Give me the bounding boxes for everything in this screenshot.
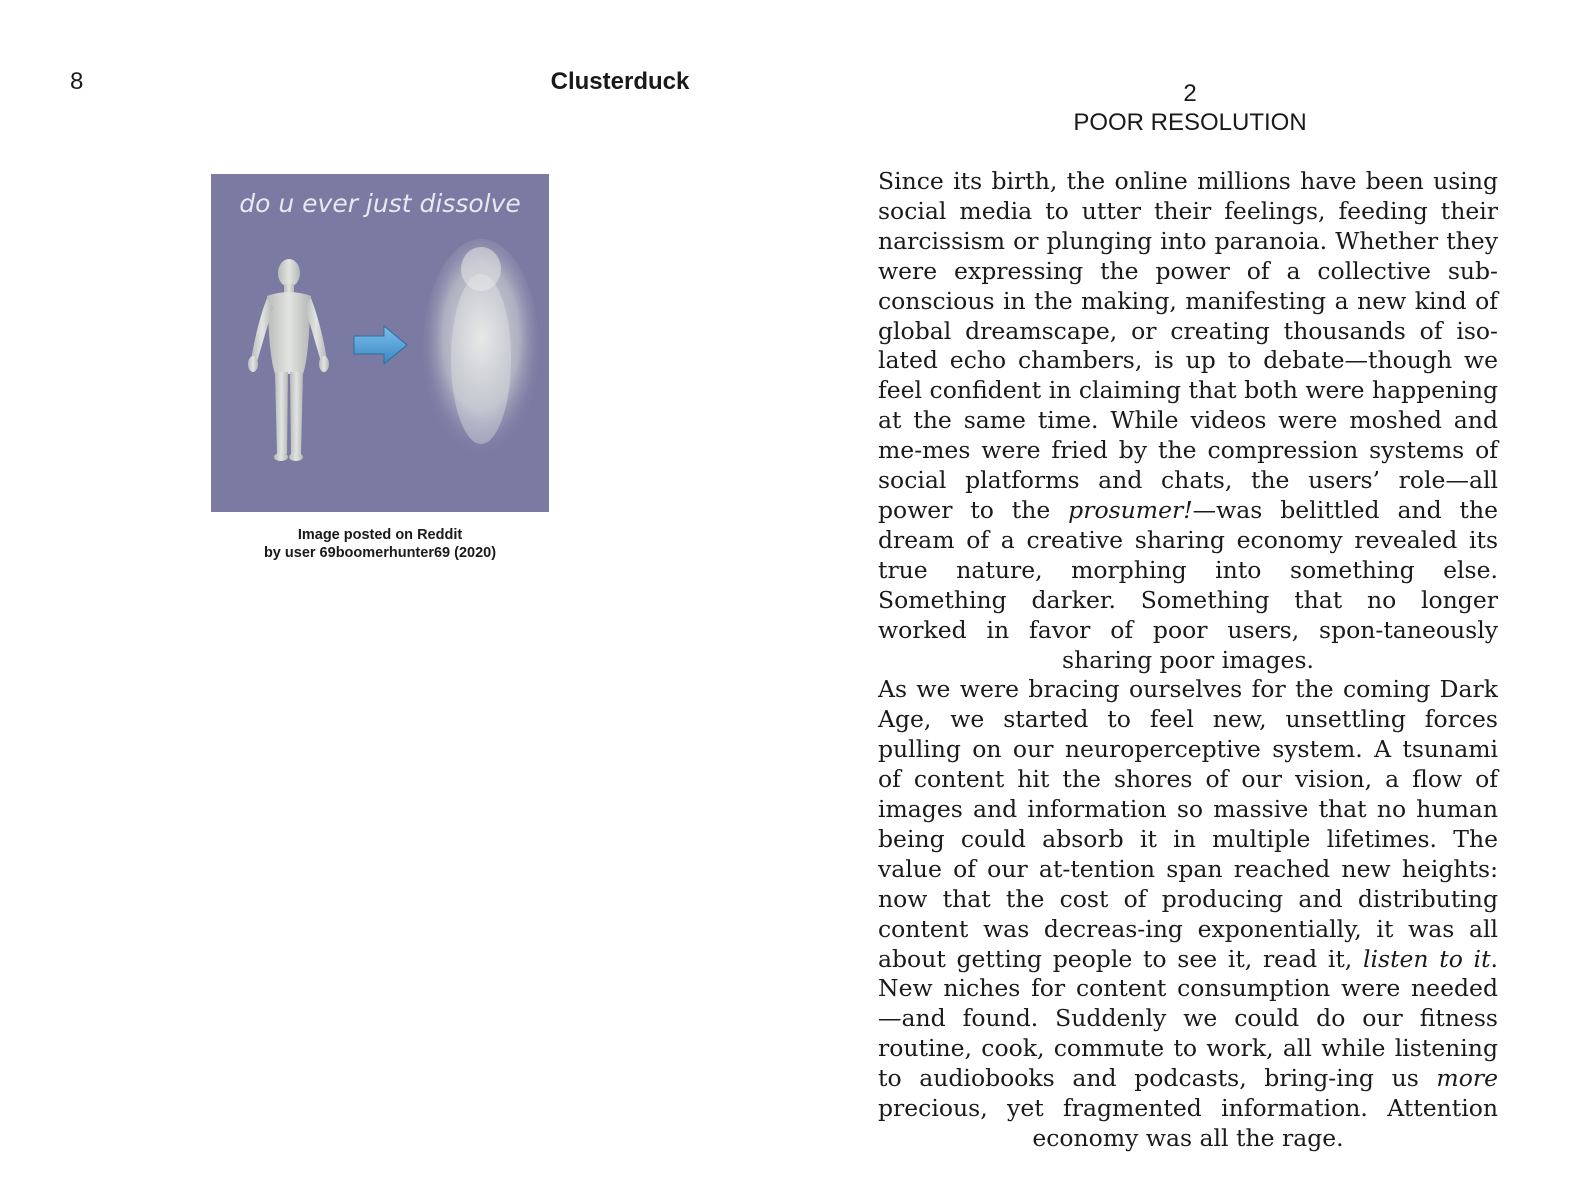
paragraph-2-italic-2: more [1436, 1064, 1498, 1093]
meme-image [211, 174, 549, 512]
page-number: 8 [70, 68, 84, 95]
meme-illustration [211, 174, 549, 512]
chapter-body [878, 167, 1498, 1154]
paragraph-2-text-c: precious, yet fragmented information. Attention economy was all the rage. [878, 1094, 1498, 1152]
paragraph-2 [878, 675, 1498, 1154]
paragraph-1-italic: prosumer! [1068, 495, 1193, 524]
paragraph-2-italic-1: listen to it [1362, 944, 1491, 973]
human-figure [248, 259, 329, 461]
chapter-title: POOR RESOLUTION [1073, 109, 1307, 136]
paragraph-1 [878, 167, 1498, 675]
caption-line-1: Image posted on Reddit [297, 527, 463, 543]
dissolving-figure [423, 239, 539, 459]
paragraph-1-text-a: Since its birth, the online millions have been using social media to utter their feelings, feeding their narcissism or plunging into paranoia. Whether they were expressing the power of a collective sub-conscious in the making, manifesting a new kind of global dreamscape, or creating thousands of iso-lated echo chambers, is up to debate—though we feel confident in claiming that both were happening at the same time. While videos were moshed and me-mes were fried by the compression systems of social platforms and chats, the users’ role—all power to the [878, 167, 1498, 524]
running-title: Clusterduck [550, 68, 690, 95]
paragraph-2-text-a: As we were bracing ourselves for the coming Dark Age, we started to feel new, unsettling forces pulling on our neuroperceptive system. A tsunami of content hit the shores of our vision, a flow of images and information so massive that no human being could absorb it in multiple lifetimes. The value of our at-tention span reached new heights: now that the cost of producing and distributing content was decreas-ing exponentially, it was all about getting people to see it, read it, [878, 675, 1498, 973]
arrow-icon [354, 326, 407, 364]
paragraph-2-text-b: . New niches for content consumption were needed—and found. Suddenly we could do our fitness routine, cook, commute to work, all while listening to audiobooks and podcasts, bring-ing us [878, 944, 1498, 1093]
figure-caption [180, 526, 580, 562]
meme-caption-text: do u ever just dissolve [239, 189, 521, 218]
caption-line-2: by user 69boomerhunter69 (2020) [263, 545, 497, 561]
paragraph-1-text-b: —was belittled and the dream of a creative sharing economy revealed its true nature, morphing into something else. Something darker. Something that no longer worked in favor of poor users, spon-taneously sharing poor images. [878, 495, 1499, 674]
chapter-number: 2 [1183, 80, 1197, 107]
